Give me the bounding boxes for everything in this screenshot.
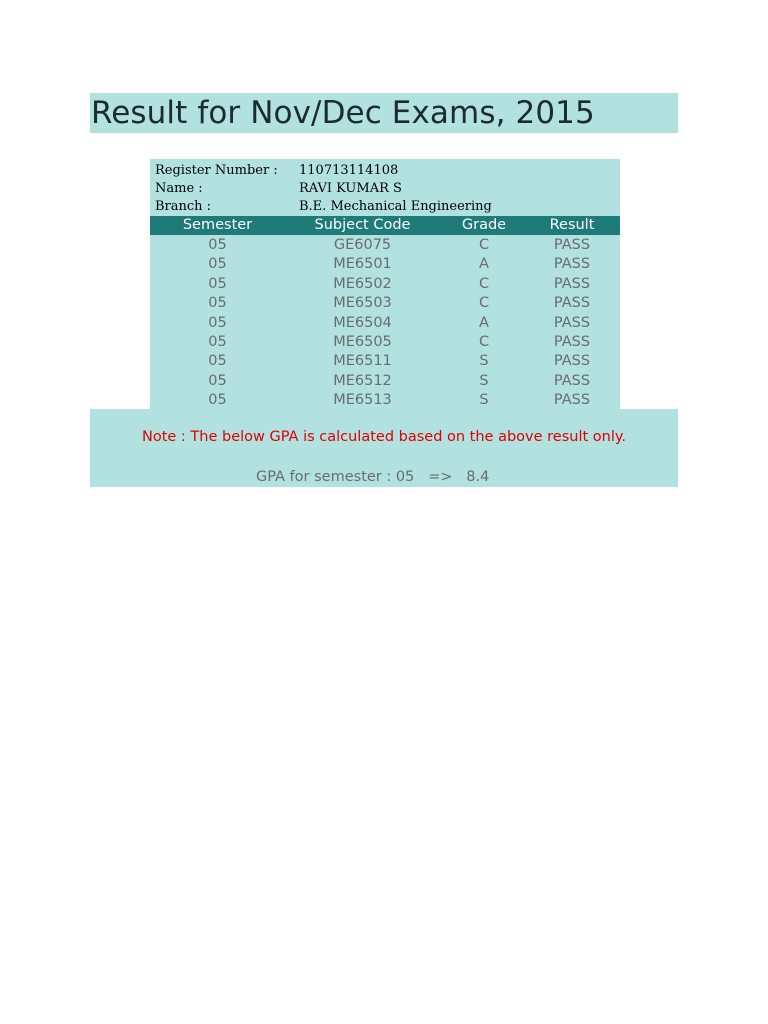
header-semester: Semester	[182, 217, 253, 233]
semester-cell: 05	[208, 392, 227, 409]
gpa-value: 8.4	[466, 469, 490, 485]
result-cell: PASS	[553, 353, 591, 370]
register-number-label: Register Number :	[155, 163, 278, 178]
semester-cell: 05	[208, 275, 227, 292]
result-cell: PASS	[553, 392, 591, 409]
table-row	[150, 255, 620, 274]
register-number-value: 110713114108	[299, 163, 399, 178]
semester-cell: 05	[208, 295, 227, 312]
table-row	[150, 314, 620, 333]
grade-cell: C	[478, 295, 490, 312]
results-table-body	[150, 236, 620, 411]
result-cell: PASS	[553, 275, 591, 292]
title-bar	[90, 93, 678, 133]
semester-cell: 05	[208, 372, 227, 389]
gpa-line	[256, 469, 489, 485]
result-cell: PASS	[553, 372, 591, 389]
name-label: Name :	[155, 181, 203, 196]
grade-cell: S	[479, 372, 489, 389]
grade-cell: C	[478, 237, 490, 253]
table-row	[150, 352, 620, 371]
gpa-arrow: =>	[428, 469, 453, 485]
subject-code-cell: ME6512	[333, 372, 392, 389]
page-title: Result for Nov/Dec Exams, 2015	[91, 95, 595, 131]
table-row	[150, 372, 620, 391]
subject-code-cell: ME6513	[333, 392, 392, 409]
table-row	[150, 333, 620, 352]
subject-code-cell: ME6503	[333, 295, 392, 312]
result-cell: PASS	[553, 295, 591, 312]
table-row	[150, 391, 620, 410]
result-cell: PASS	[553, 256, 591, 273]
table-row	[150, 275, 620, 294]
table-row	[150, 294, 620, 313]
header-subject-code: Subject Code	[314, 217, 411, 233]
subject-code-cell: ME6501	[333, 256, 392, 273]
subject-code-cell: ME6511	[333, 353, 392, 370]
grade-cell: C	[478, 275, 490, 292]
result-cell: PASS	[553, 314, 591, 331]
grade-cell: S	[479, 392, 489, 409]
grade-cell: C	[478, 333, 490, 350]
semester-cell: 05	[208, 237, 227, 253]
name-value: RAVI KUMAR S	[299, 181, 402, 196]
header-grade: Grade	[461, 217, 507, 233]
grade-cell: A	[479, 256, 489, 273]
table-row	[150, 236, 620, 255]
subject-code-cell: GE6075	[333, 237, 392, 253]
semester-cell: 05	[208, 333, 227, 350]
branch-label: Branch :	[155, 199, 212, 214]
branch-value: B.E. Mechanical Engineering	[299, 199, 492, 214]
result-cell: PASS	[553, 333, 591, 350]
gpa-label: GPA for semester : 05	[256, 469, 415, 485]
grade-cell: A	[479, 314, 489, 331]
gpa-note: Note : The below GPA is calculated based on the above result only.	[141, 429, 627, 445]
table-header	[150, 216, 620, 235]
subject-code-cell: ME6504	[333, 314, 392, 331]
header-result: Result	[549, 217, 595, 233]
semester-cell: 05	[208, 256, 227, 273]
grade-cell: S	[479, 353, 489, 370]
subject-code-cell: ME6505	[333, 333, 392, 350]
semester-cell: 05	[208, 314, 227, 331]
semester-cell: 05	[208, 353, 227, 370]
note-panel	[90, 409, 678, 487]
result-cell: PASS	[553, 237, 591, 253]
result-panel	[150, 159, 620, 410]
subject-code-cell: ME6502	[333, 275, 392, 292]
